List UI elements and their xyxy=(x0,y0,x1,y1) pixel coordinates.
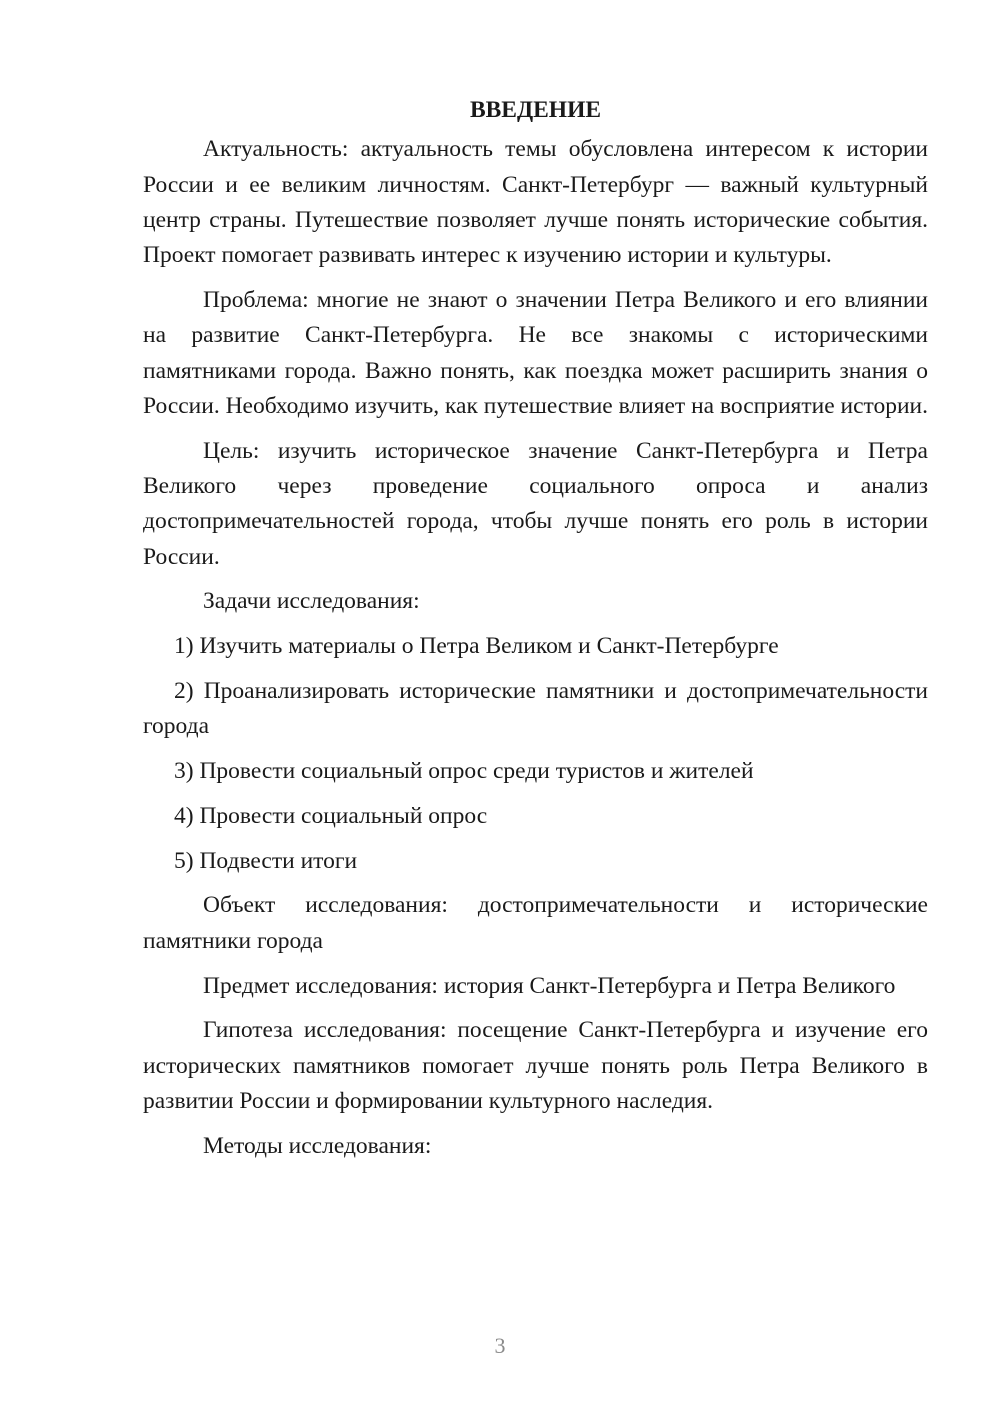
page-number: 3 xyxy=(494,1333,506,1358)
section-heading: ВВЕДЕНИЕ xyxy=(469,97,602,123)
task-item-4: 4) Провести социальный опрос xyxy=(174,802,488,829)
task-item-1: 1) Изучить материалы о Петра Великом и Санкт-Петербурге xyxy=(174,633,779,660)
hypothesis-paragraph: Гипотеза исследования: посещение Санкт-Петербурга и изучение его исторических памятников помогает лучше понять роль Петра Великого в развитии России и формировании культурного наследия. xyxy=(143,1017,928,1114)
goal-paragraph: Цель: изучить историческое значение Санкт-Петербурга и Петра Великого через проведение социального опроса и анализ достопримечательностей города, чтобы лучше понять его роль в истории России. xyxy=(143,437,928,570)
task-item-2: 2) Проанализировать исторические памятники и достопримечательности города xyxy=(143,677,928,740)
object-paragraph: Объект исследования: достопримечательности и исторические памятники города xyxy=(143,892,928,954)
task-item-5: 5) Подвести итоги xyxy=(174,847,358,874)
tasks-title: Задачи исследования: xyxy=(203,588,420,615)
relevance-paragraph: Актуальность: актуальность темы обусловлена интересом к истории России и ее великим личностям. Санкт-Петербург — важный культурный центр страны. Путешествие позволяет лучше понять исторические события. Проект помогает развивать интерес к изучению истории и культуры. xyxy=(143,136,928,269)
subject-paragraph: Предмет исследования: история Санкт-Петербурга и Петра Великого xyxy=(203,972,896,999)
task-item-3: 3) Провести социальный опрос среди туристов и жителей xyxy=(174,758,754,785)
problem-paragraph: Проблема: многие не знают о значении Петра Великого и его влиянии на развитие Санкт-Петербурга. Не все знакомы с историческими памятниками города. Важно понять, как поездка может расширить знания о России. Необходимо изучить, как путешествие влияет на восприятие истории. xyxy=(143,286,929,419)
page-content xyxy=(143,93,928,1174)
methods-title: Методы исследования: xyxy=(203,1132,432,1159)
